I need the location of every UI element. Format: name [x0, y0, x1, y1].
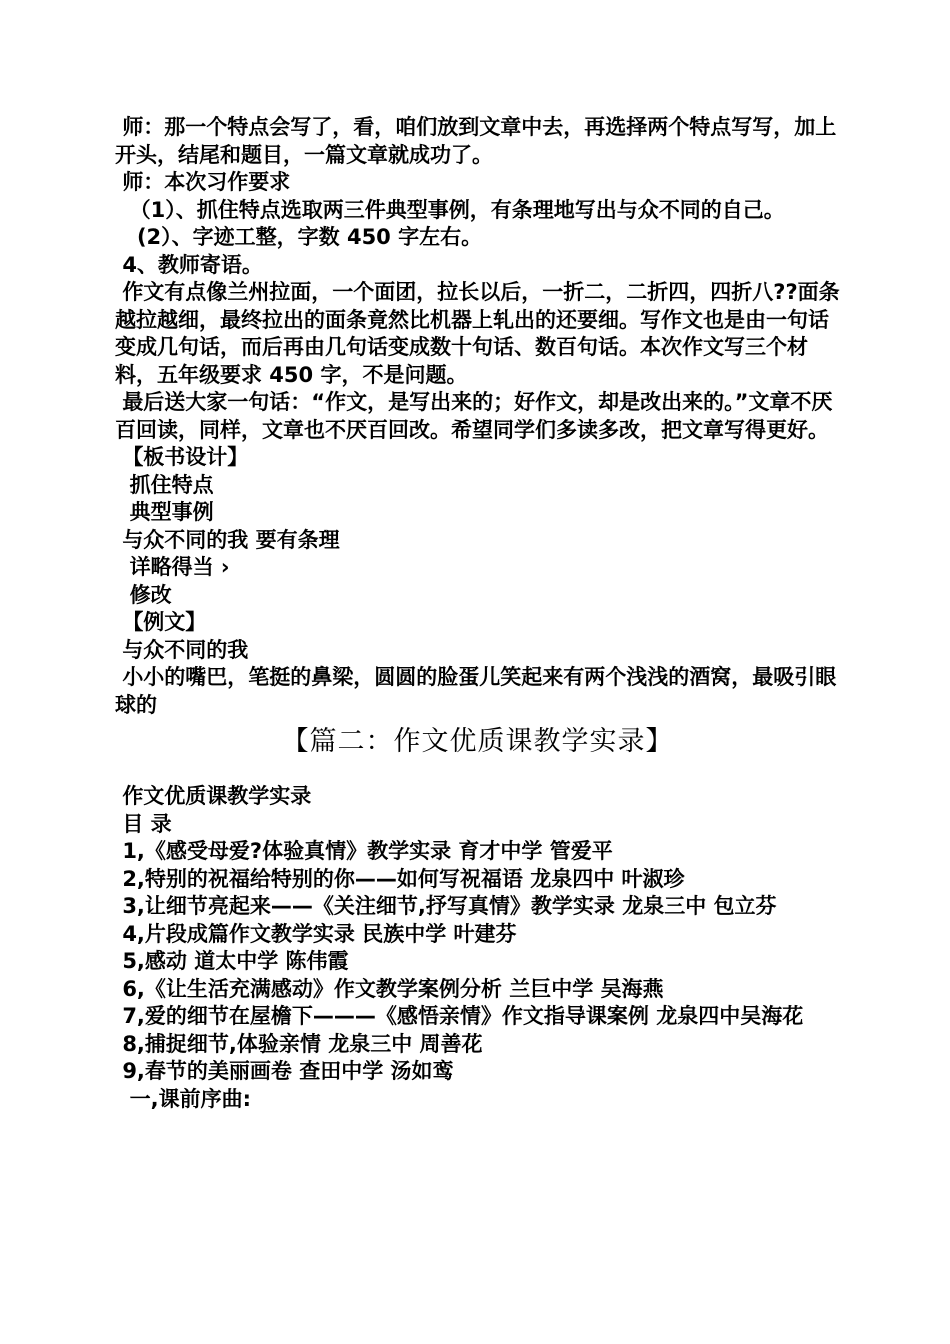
paragraph: 4、教师寄语。: [115, 252, 263, 277]
toc-item: 3,让细节亮起来——《关注细节,抒写真情》教学实录 龙泉三中 包立芬: [115, 894, 777, 918]
toc-item: 2,特别的祝福给特别的你——如何写祝福语 龙泉四中 叶淑珍: [115, 866, 685, 891]
board-line: 修改: [115, 582, 172, 607]
paragraph: （1）、抓住特点选取两三件典型事例，有条理地写出与众不同的自己。: [115, 197, 785, 222]
paragraph: 作文有点像兰州拉面，一个面团，拉长以后，一折二，二折四，四折八??面条越拉越细，最终拉出的面条竟然比机器上轧出的还要细。写作文也是由一句话变成几句话，而后再由几句话变成数十句话、数百句话。本次作文写三个材料，五年级要求 450 字，不是问题。: [115, 280, 840, 387]
doc-title: 作文优质课教学实录: [115, 784, 312, 808]
section-heading: 【篇二：作文优质课教学实录】: [281, 726, 674, 757]
toc-item: 4,片段成篇作文教学实录 民族中学 叶建芬: [115, 921, 517, 946]
paragraph: 小小的嘴巴，笔挺的鼻梁，圆圆的脸蛋儿笑起来有两个浅浅的酒窝，最吸引眼球的: [115, 665, 837, 717]
subsection-heading: 一,课前序曲:: [115, 1086, 252, 1111]
board-line: 抓住特点: [115, 472, 214, 497]
paragraph: 师：本次习作要求: [115, 170, 291, 194]
toc-item: 9,春节的美丽画卷 查田中学 汤如鸾: [115, 1059, 454, 1083]
document-page: [115, 114, 840, 1113]
paragraph: 最后送大家一句话：“作文，是写出来的；好作文，却是改出来的。”文章不厌百回读，同样，文章也不厌百回改。希望同学们多读多改，把文章写得更好。: [115, 390, 833, 442]
paragraph: 师：那一个特点会写了，看，咱们放到文章中去，再选择两个特点写写，加上开头，结尾和题目，一篇文章就成功了。: [115, 115, 837, 167]
toc-heading: 目 录: [115, 811, 172, 836]
board-line: 与众不同的我 要有条理: [115, 527, 340, 552]
toc-item: 7,爱的细节在屋檐下———《感悟亲情》作文指导课案例 龙泉四中吴海花: [115, 1004, 804, 1028]
body-section-1: [115, 114, 840, 719]
board-line: 典型事例: [115, 500, 214, 524]
board-line: 详略得当 ›: [115, 555, 230, 579]
toc-item: 6,《让生活充满感动》作文教学案例分析 兰巨中学 吴海燕: [115, 976, 664, 1001]
board-design-heading: 【板书设计】: [115, 445, 249, 469]
toc-item: 8,捕捉细节,体验亲情 龙泉三中 周善花: [115, 1031, 483, 1056]
paragraph: (2）、字迹工整，字数 450 字左右。: [115, 225, 483, 249]
example-heading: 【例文】: [115, 610, 207, 634]
example-title: 与众不同的我: [115, 637, 249, 662]
toc-item: 1,《感受母爱?体验真情》教学实录 育才中学 管爱平: [115, 839, 613, 863]
toc-item: 5,感动 道太中学 陈伟霞: [115, 949, 349, 973]
body-section-2: [115, 783, 840, 1113]
